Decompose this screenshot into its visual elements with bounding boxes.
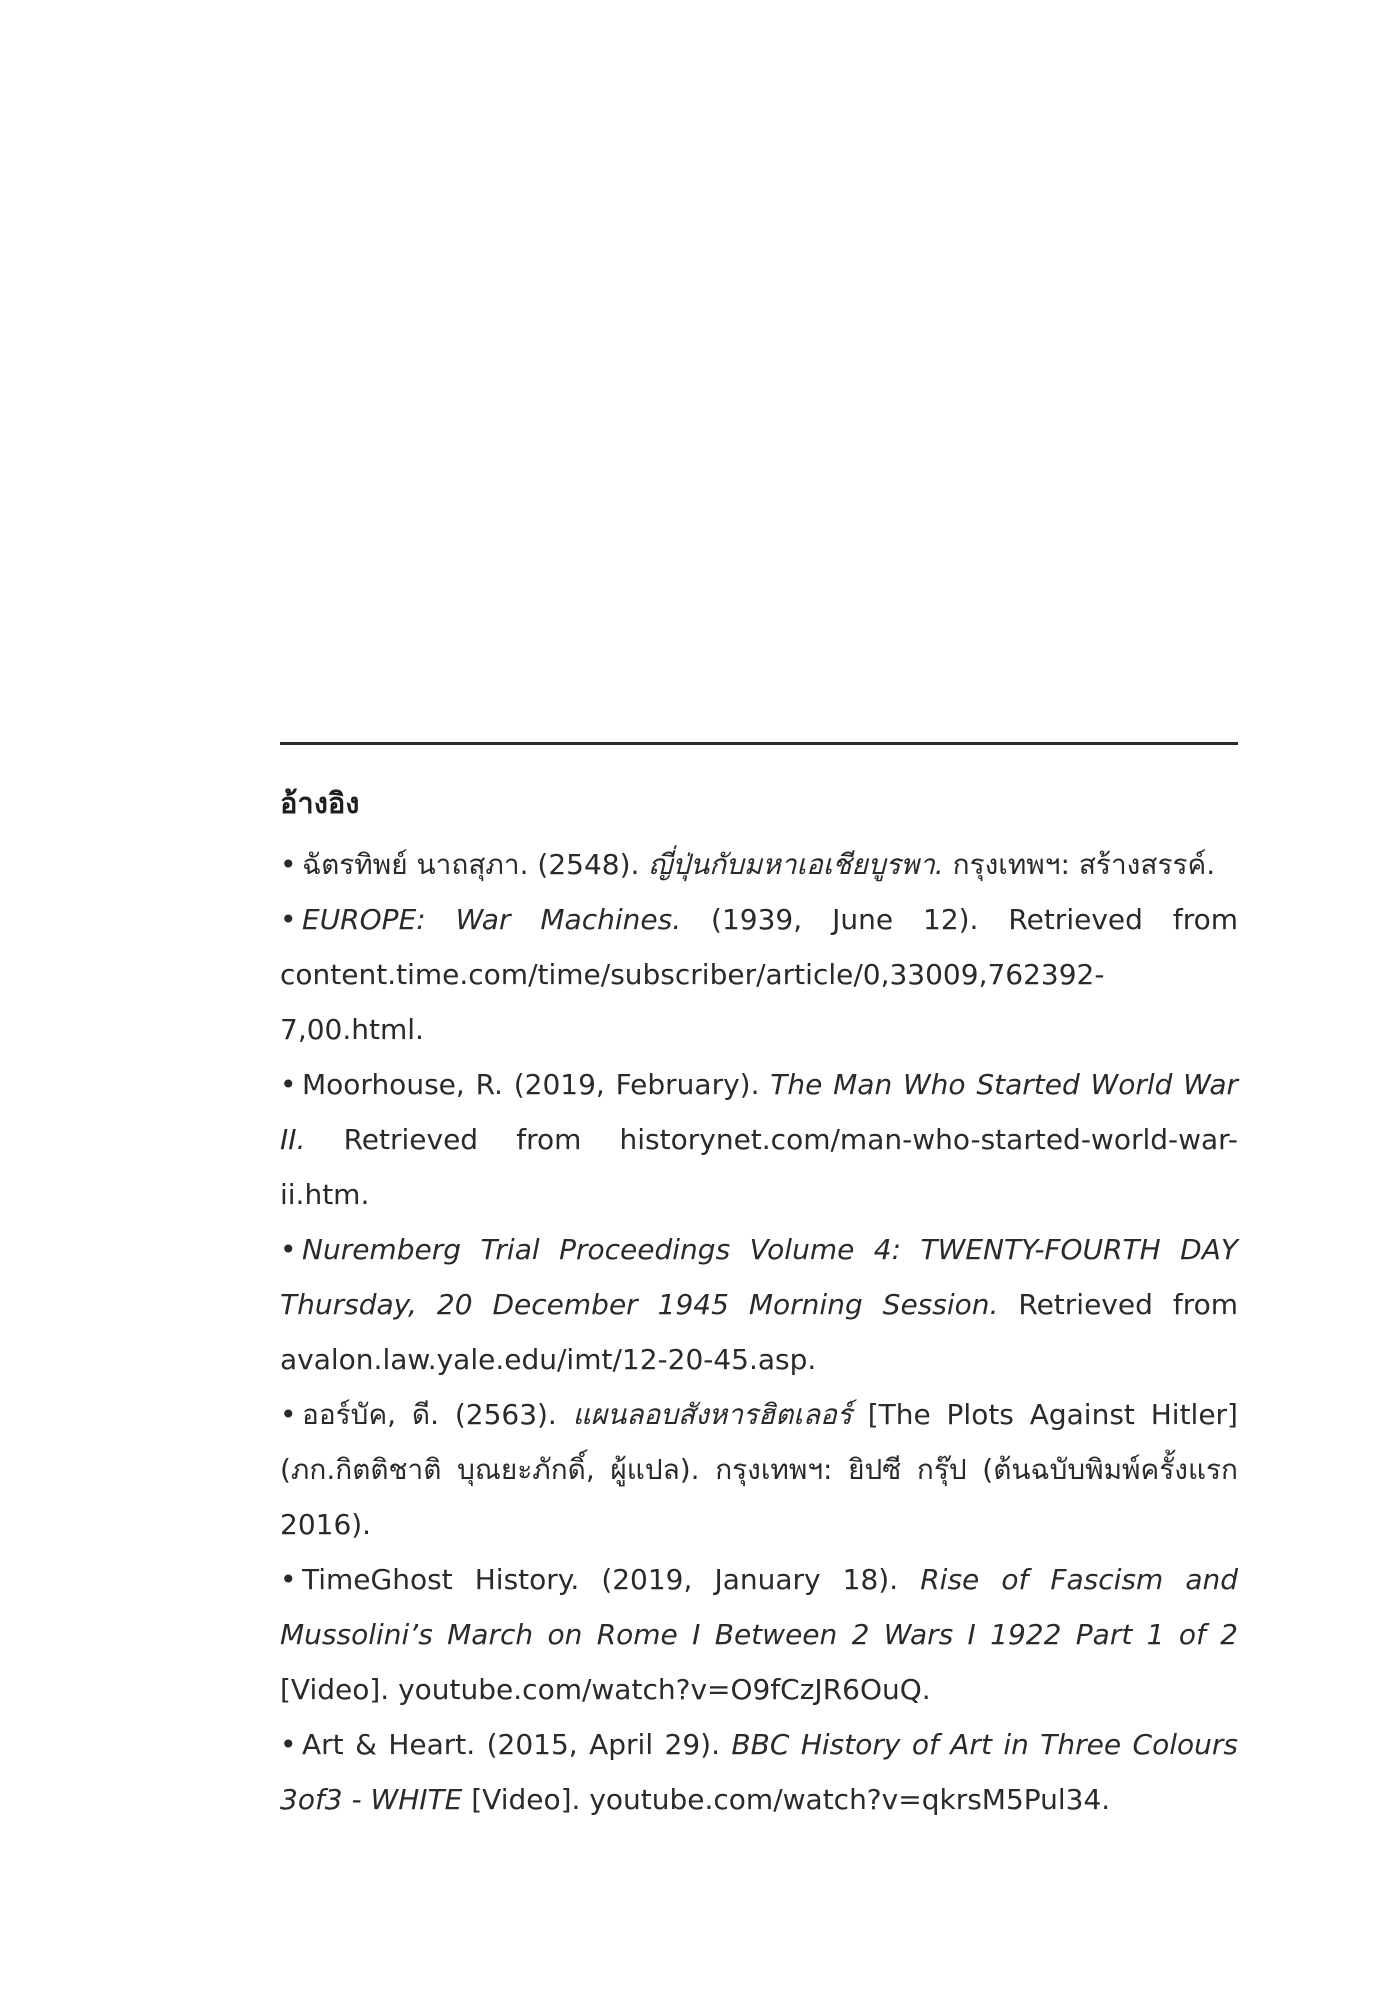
reference-text: (1939, June 12). Retrieved from content.time.com/time/subscriber/article/0,33009,762392-7,00.html.: [280, 903, 1238, 1046]
reference-item: [280, 1057, 1238, 1222]
reference-title: แผนลอบสังหารฮิตเลอร์: [572, 1398, 852, 1431]
bullet-icon: •: [280, 1398, 297, 1431]
bullet-icon: •: [280, 1068, 297, 1101]
reference-text: [Video]. youtube.com/watch?v=O9fCzJR6OuQ.: [280, 1673, 931, 1706]
reference-title: ญี่ปุ่นกับมหาเอเชียบูรพา.: [648, 848, 944, 881]
reference-title: BBC History of Art in Three Colours 3of3 - WHITE: [280, 1728, 1238, 1816]
reference-item: [280, 892, 1238, 1057]
reference-text: ออร์บัค, ดี. (2563).: [302, 1398, 573, 1431]
bullet-icon: •: [280, 1233, 297, 1266]
bullet-icon: •: [280, 848, 297, 881]
reference-item: [280, 1222, 1238, 1387]
reference-text: ฉัตรทิพย์ นาถสุภา. (2548).: [302, 848, 649, 881]
bullet-icon: •: [280, 1728, 297, 1761]
reference-text: Retrieved from historynet.com/man-who-started-world-war-ii.htm.: [280, 1123, 1238, 1211]
section-divider: [280, 742, 1238, 745]
references-section: [280, 742, 1238, 1827]
bullet-icon: •: [280, 903, 297, 936]
reference-title: Nuremberg Trial Proceedings Volume 4: TWENTY-FOURTH DAY Thursday, 20 December 1945 Morning Session.: [280, 1233, 1238, 1321]
reference-text: Moorhouse, R. (2019, February).: [302, 1068, 771, 1101]
reference-text: Art & Heart. (2015, April 29).: [302, 1728, 732, 1761]
reference-title: Rise of Fascism and Mussolini’s March on Rome I Between 2 Wars I 1922 Part 1 of 2: [280, 1563, 1238, 1651]
reference-title: EUROPE: War Machines.: [302, 903, 682, 936]
reference-title: The Man Who Started World War II.: [280, 1068, 1239, 1156]
references-heading: อ้างอิง: [280, 786, 360, 820]
reference-text: Retrieved from avalon.law.yale.edu/imt/12-20-45.asp.: [280, 1288, 1239, 1376]
reference-item: [280, 1387, 1238, 1552]
bullet-icon: •: [280, 1563, 297, 1596]
reference-text: [The Plots Against Hitler] (ภก.กิตติชาติ บุณยะภักดิ์, ผู้แปล). กรุงเทพฯ: ยิปซี กรุ๊ป (ต้นฉบับพิมพ์ครั้งแรก 2016).: [280, 1398, 1238, 1541]
reference-text: TimeGhost History. (2019, January 18).: [302, 1563, 921, 1596]
reference-item: [280, 1717, 1238, 1827]
reference-item: [280, 1552, 1238, 1717]
reference-text: [Video]. youtube.com/watch?v=qkrsM5Pul34.: [462, 1783, 1111, 1816]
reference-item: [280, 837, 1238, 892]
reference-text: กรุงเทพฯ: สร้างสรรค์.: [943, 848, 1216, 881]
reference-list: [280, 837, 1238, 1827]
